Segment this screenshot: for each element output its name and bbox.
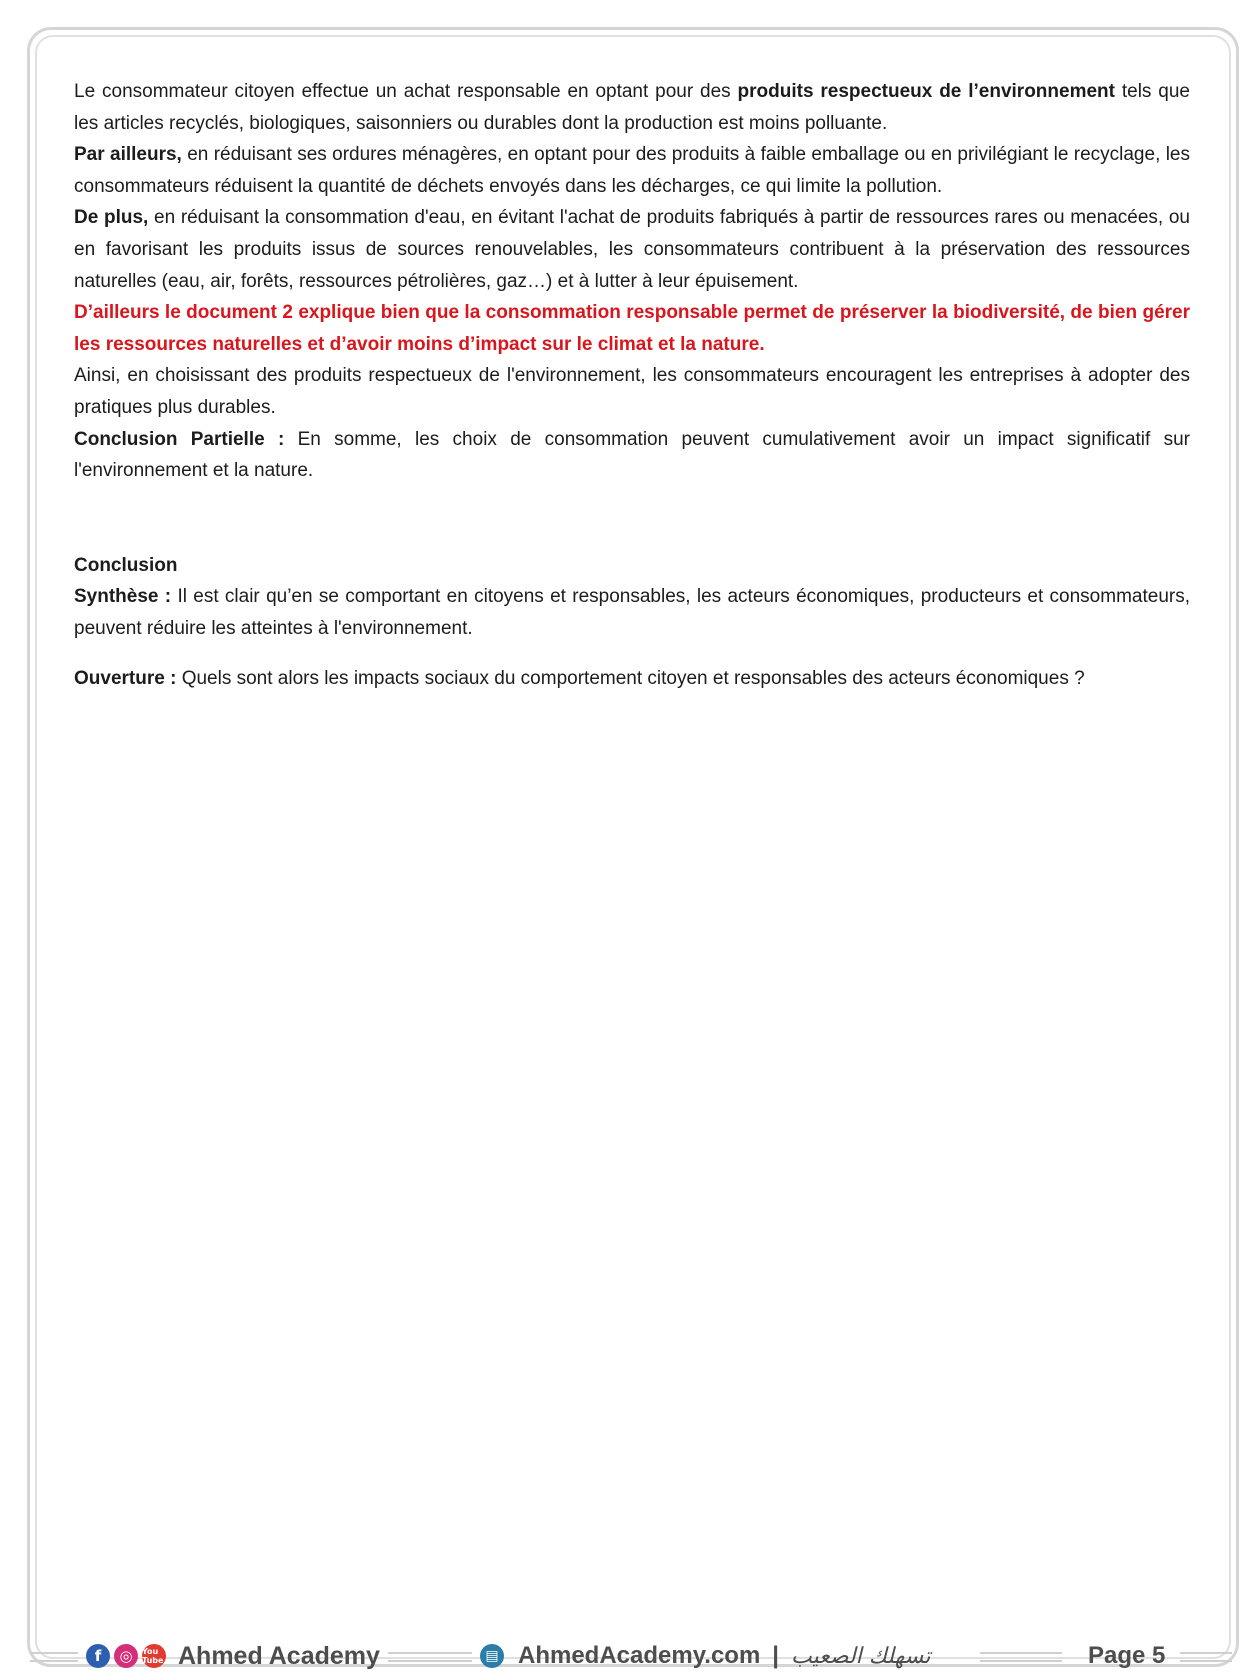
footer-divider [388,1652,472,1662]
page-footer [0,1634,1260,1678]
paragraph-ouverture: Ouverture : Quels sont alors les impacts sociaux du comportement citoyen et responsables des acteurs économiques ? [74,667,1085,689]
document-body [74,76,1190,694]
footer-website [480,1634,930,1678]
paragraph-partial-conclusion: Conclusion Partielle : En somme, les choix de consommation peuvent cumulativement avoir un impact significatif sur l'environnement et la nature. [74,428,1190,482]
slogan-text: تسهلك الصعيب [791,1643,931,1669]
paragraph-sustainable-practices: Ainsi, en choisissant des produits respectueux de l'environnement, les consommateurs encouragent les entreprises à adopter des pratiques plus durables. [74,365,1190,418]
bold-phrase: produits respectueux de l’environnement [737,81,1115,102]
page-number: Page 5 [1088,1642,1166,1669]
facebook-icon[interactable]: f [86,1644,110,1668]
footer-brand [86,1634,380,1678]
footer-divider [30,1652,78,1662]
bold-lead: Ouverture : [74,667,177,689]
footer-divider [1180,1652,1232,1662]
paragraph-resources: De plus, en réduisant la consommation d'eau, en évitant l'achat de produits fabriqués à partir de ressources rares ou menacées, ou en favorisant les produits issus de sources renouvelables, les consommateurs contribuent à la préservation des ressources naturelles (eau, air, forêts, ressources pétrolières, gaz…) et à lutter à leur épuisement. [74,207,1190,292]
spacer [74,487,1190,550]
bold-lead: Conclusion Partielle : [74,428,285,450]
footer-page [1088,1634,1165,1678]
instagram-icon[interactable]: ◎ [114,1644,138,1668]
paragraph-document-2-highlight: D’ailleurs le document 2 explique bien que la consommation responsable permet de préserver la biodiversité, de bien gérer les ressources naturelles et d’avoir moins d’impact sur le climat et la nature. [74,302,1190,355]
bold-lead: Synthèse : [74,586,172,608]
website-link[interactable]: AhmedAcademy.com [518,1642,761,1669]
youtube-icon[interactable]: You Tube [142,1644,166,1668]
paragraph-synthese: Synthèse : Il est clair qu’en se comportant en citoyens et responsables, les acteurs économiques, producteurs et consommateurs, peuvent réduire les atteintes à l'environnement. [74,586,1190,639]
footer-divider [980,1652,1062,1662]
brand-name: Ahmed Academy [178,1641,380,1670]
bold-lead: De plus, [74,207,149,229]
spacer [74,645,1190,663]
bold-lead: Par ailleurs, [74,144,182,166]
paragraph-waste: Par ailleurs, en réduisant ses ordures ménagères, en optant pour des produits à faible emballage ou en privilégiant le recyclage, les consommateurs réduisent la quantité de déchets envoyés dans les décharges, ce qui limite la pollution. [74,144,1191,197]
website-icon: ▤ [480,1644,504,1668]
paragraph-responsible-purchase: Le consommateur citoyen effectue un achat responsable en optant pour des produits respectueux de l’environnement tels que les articles recyclés, biologiques, saisonniers ou durables dont la production est moins polluante. [74,81,1190,134]
conclusion-heading: Conclusion [74,554,178,576]
footer-separator: | [772,1642,780,1669]
